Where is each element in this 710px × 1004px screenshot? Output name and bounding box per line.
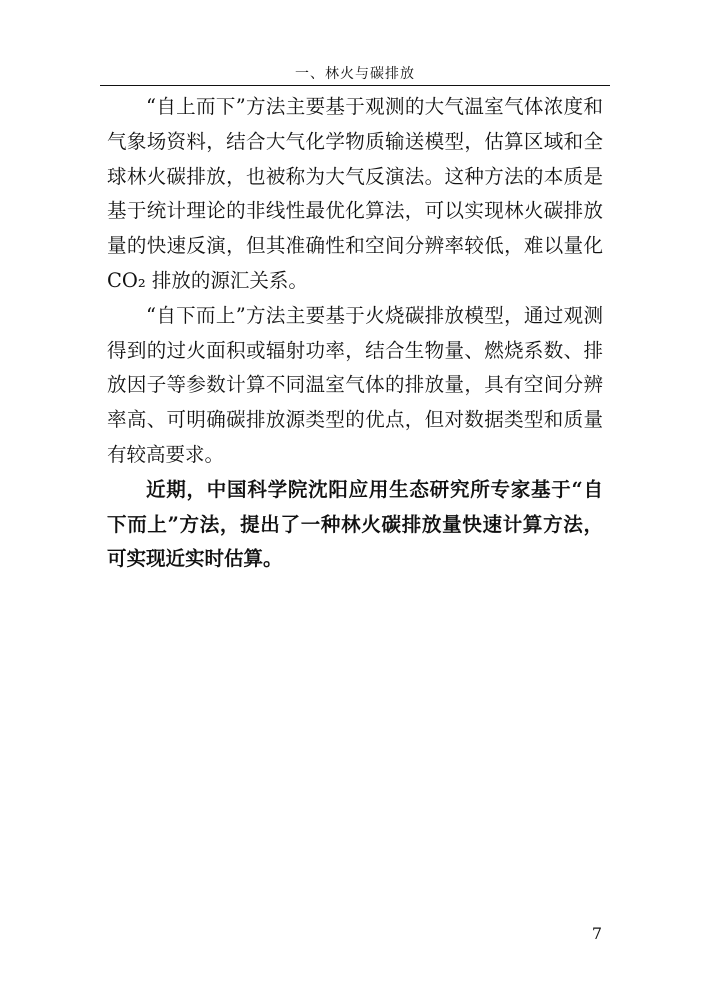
header-rule — [100, 85, 610, 86]
page-number: 7 — [591, 924, 602, 943]
paragraph-bottom-up-method: “自下而上”方法主要基于火烧碳排放模型，通过观测得到的过火面积或辐射功率，结合生物量、燃烧系数、排放因子等参数计算不同温室气体的排放量，具有空间分辨率高、可明确碳排放源类型的优点，但对数据类型和质量有较高要求。 — [107, 303, 603, 466]
paragraph-top-down-method: “自上而下”方法主要基于观测的大气温室气体浓度和气象场资料，结合大气化学物质输送模型，估算区域和全球林火碳排放，也被称为大气反演法。这种方法的本质是基于统计理论的非线性最优化算法，可以实现林火碳排放量的快速反演，但其准确性和空间分辨率较低，难以量化 CO₂ 排放的源汇关系。 — [107, 95, 603, 292]
running-header: 一、林火与碳排放 — [295, 66, 415, 82]
body-text — [107, 90, 603, 577]
paragraph-recent-research: 近期，中国科学院沈阳应用生态研究所专家基于“自下而上”方法，提出了一种林火碳排放量快速计算方法，可实现近实时估算。 — [107, 477, 603, 571]
